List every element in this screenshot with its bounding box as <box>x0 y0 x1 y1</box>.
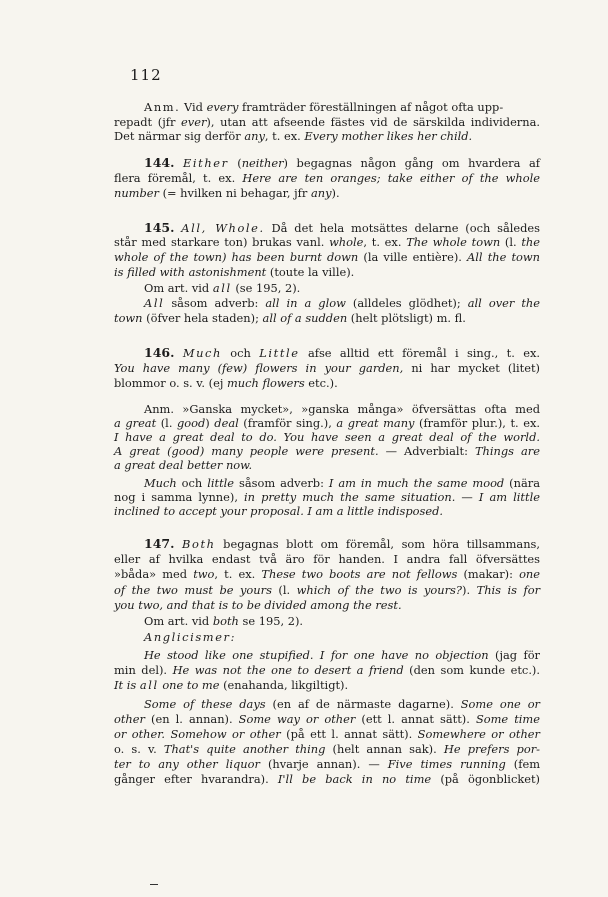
text-segment: is filled with astonishment <box>114 265 267 279</box>
text-segment: Much <box>182 346 222 360</box>
text-segment: afse alltid ett föremål i sing., t. ex. <box>299 346 540 360</box>
text-segment: (framför plur.), t. ex. <box>414 416 540 430</box>
text-line <box>114 476 540 490</box>
text-segment: (på ett l. annat sätt). <box>280 727 418 741</box>
text-segment: (jag för <box>488 648 540 662</box>
text-segment: eller af hvilka endast två äro för handen. I andra fall öfversättes <box>114 552 540 566</box>
text-segment: (= hvilken ni behagar, jfr <box>158 186 311 200</box>
text-segment: a great many <box>336 416 415 430</box>
text-segment: Om art. vid <box>144 281 213 295</box>
text-segment: , t. ex. <box>214 567 262 581</box>
text-segment: all over the <box>467 296 540 310</box>
text-line <box>114 402 540 416</box>
text-segment: (på ögonblicket) <box>431 772 540 786</box>
text-segment: all in a glow <box>265 296 346 310</box>
text-segment: Anm. »Ganska mycket», »ganska många» öfversättas ofta med <box>144 402 540 416</box>
text-segment: ) <box>205 416 215 430</box>
text-line <box>114 361 540 375</box>
text-line <box>114 727 540 741</box>
text-segment: (framför sing.), <box>238 416 337 430</box>
text-segment: I'll be back in no time <box>277 772 432 786</box>
text-segment: inclined to accept your proposal. I am a little indisposed. <box>114 504 444 518</box>
text-segment: much flowers <box>226 376 305 390</box>
text-segment: , t. ex. <box>363 235 407 249</box>
text-line <box>114 129 540 143</box>
text-line <box>114 311 540 325</box>
text-segment: I have a great deal to do. You have seen a great deal of the world. <box>114 430 540 444</box>
text-segment: whole of the town) has been burnt down <box>114 250 359 264</box>
text-segment: ( <box>228 156 242 170</box>
text-segment: ni har mycket (litet) <box>403 361 540 375</box>
text-segment: (helt annan sak). <box>325 742 444 756</box>
text-line <box>114 171 540 185</box>
text-segment: (ett l. annat sätt). <box>355 712 476 726</box>
text-segment: o. s. v. <box>114 742 164 756</box>
text-segment: little <box>207 476 235 490</box>
text-segment: the <box>521 235 540 249</box>
text-segment: ). <box>331 186 340 200</box>
text-segment: (helt plötsligt) m. fl. <box>347 311 466 325</box>
text-segment: (en af de närmaste dagarne). <box>265 697 461 711</box>
text-segment: Little <box>259 346 300 360</box>
text-segment: och <box>176 476 208 490</box>
text-segment: (den som kunde etc.). <box>403 663 541 677</box>
text-segment: any <box>244 129 265 143</box>
text-line <box>114 583 540 597</box>
text-segment: a great deal better now. <box>114 458 253 472</box>
text-segment: whole <box>329 235 364 249</box>
text-segment: Somewhere or other <box>417 727 540 741</box>
text-line <box>114 430 540 444</box>
text-line <box>114 265 540 279</box>
text-line <box>114 186 540 200</box>
text-segment: (alldeles glödhet); <box>345 296 468 310</box>
text-segment: All the town <box>467 250 540 264</box>
text-segment <box>174 346 182 360</box>
text-line <box>114 614 540 628</box>
text-segment: såsom adverb: <box>164 296 266 310</box>
text-segment: neither <box>241 156 284 170</box>
text-segment: (fem <box>505 757 541 771</box>
text-segment: Some time <box>475 712 540 726</box>
text-segment: (makar): <box>457 567 520 581</box>
text-segment: town <box>114 311 143 325</box>
text-segment: He was not the one to desert a friend <box>172 663 404 677</box>
printer-mark <box>150 884 158 885</box>
text-line <box>114 757 540 771</box>
text-segment: (öfver hela staden); <box>142 311 263 325</box>
text-segment: You have many (few) flowers in your garden, <box>114 361 404 375</box>
text-line <box>114 537 540 551</box>
text-segment: (enahanda, likgiltigt). <box>219 678 349 692</box>
text-line <box>114 100 540 114</box>
text-line <box>114 235 540 249</box>
text-segment <box>174 156 183 170</box>
section-number: 145. <box>144 220 175 235</box>
text-segment: såsom adverb: <box>234 476 329 490</box>
text-segment: all of a sudden <box>262 311 348 325</box>
text-line <box>114 552 540 566</box>
text-segment: Anglicismer: <box>144 630 237 644</box>
text-segment: Det närmar sig derför <box>114 129 245 143</box>
text-segment: etc.). <box>304 376 338 390</box>
text-segment: He prefers por- <box>443 742 541 756</box>
text-segment: »båda» med <box>114 567 194 581</box>
text-segment: framträder föreställningen af något ofta upp- <box>238 100 504 114</box>
text-line <box>114 458 540 472</box>
text-segment: (l. <box>271 583 297 597</box>
text-segment: I am little <box>478 490 540 504</box>
text-segment: (en l. annan). <box>144 712 239 726</box>
text-line <box>114 567 540 581</box>
text-line <box>114 346 540 360</box>
text-segment: (la ville entière). <box>358 250 468 264</box>
text-segment: you two, and that is to be divided among the rest. <box>114 598 402 612</box>
text-line <box>114 376 540 390</box>
text-segment: all <box>139 678 159 692</box>
text-segment: I am in much the same mood <box>328 476 505 490</box>
text-segment: deal <box>214 416 239 430</box>
text-segment: one to me <box>158 678 220 692</box>
text-segment: That's quite another thing <box>163 742 326 756</box>
text-segment: ) begagnas någon gång om hvardera af <box>283 156 540 170</box>
text-segment: ter to any other liquor <box>114 757 260 771</box>
text-segment: Some way or other <box>238 712 356 726</box>
text-segment: one <box>519 567 541 581</box>
text-segment: står med starkare ton) brukas vanl. <box>114 235 330 249</box>
text-line <box>114 742 540 756</box>
text-segment: Both <box>182 537 216 551</box>
text-segment: ). <box>462 583 477 597</box>
text-line <box>114 598 540 612</box>
section-number: 147. <box>144 536 175 551</box>
text-segment: all <box>212 281 232 295</box>
text-segment: ), utan att afseende fästes vid de särskilda individerna. <box>206 115 540 129</box>
text-segment <box>174 537 182 551</box>
text-segment: both <box>212 614 239 628</box>
text-segment: begagnas blott om föremål, som höra tillsammans, <box>215 537 540 551</box>
text-line <box>114 663 540 677</box>
text-segment: The whole town <box>406 235 501 249</box>
text-segment: All <box>144 296 165 310</box>
text-segment: repadt (jfr <box>114 115 182 129</box>
text-segment: Much <box>144 476 177 490</box>
text-segment: — Adverbialt: <box>378 444 475 458</box>
text-segment: min del). <box>114 663 173 677</box>
section-number: 144. <box>144 155 175 170</box>
text-segment: All, Whole. <box>181 221 265 235</box>
text-line <box>114 281 540 295</box>
text-segment: (nära <box>504 476 540 490</box>
text-segment: This is for <box>476 583 541 597</box>
text-segment: flera föremål, t. ex. <box>114 171 243 185</box>
text-segment: nog i samma lynne), <box>114 490 245 504</box>
section-number: 146. <box>144 345 175 360</box>
text-line <box>114 772 540 786</box>
text-segment: Om art. vid <box>144 614 213 628</box>
text-line <box>114 156 540 170</box>
text-segment: good <box>176 416 206 430</box>
text-line <box>114 250 540 264</box>
text-segment: in pretty much the same situation. <box>244 490 456 504</box>
text-line <box>114 648 540 662</box>
text-line <box>114 221 540 235</box>
text-segment: or other. Somehow or other <box>114 727 281 741</box>
text-segment: a great <box>114 416 157 430</box>
text-line <box>114 115 540 129</box>
text-line <box>114 444 540 458</box>
text-line <box>114 678 540 692</box>
text-segment: (se 195, 2). <box>231 281 301 295</box>
text-segment: Some one or <box>460 697 540 711</box>
text-segment: och <box>221 346 260 360</box>
text-segment: Things are <box>474 444 540 458</box>
text-segment: (toute la ville). <box>266 265 355 279</box>
text-segment: se 195, 2). <box>238 614 304 628</box>
text-segment: any <box>310 186 332 200</box>
text-segment: (hvarje annan). — <box>259 757 388 771</box>
text-segment: Five times running <box>387 757 506 771</box>
text-segment: Every mother likes her child. <box>304 129 473 143</box>
text-segment: blommor o. s. v. (ej <box>114 376 227 390</box>
text-segment: Då det hela motsättes delarne (och således <box>264 221 540 235</box>
text-segment: Here are ten oranges; take either of the whole <box>242 171 540 185</box>
text-segment: He stood like one stupified. I for one have no objection <box>144 648 489 662</box>
text-line <box>114 697 540 711</box>
text-segment: A great (good) many people were present. <box>114 444 379 458</box>
text-segment: number <box>114 186 159 200</box>
text-line <box>114 416 540 430</box>
text-line <box>114 630 540 644</box>
text-segment: , t. ex. <box>264 129 305 143</box>
text-segment: gånger efter hvarandra). <box>114 772 278 786</box>
text-segment: which of the two is yours? <box>296 583 463 597</box>
text-segment: (l. <box>500 235 522 249</box>
page-number: 112 <box>130 66 162 84</box>
text-segment: every <box>206 100 239 114</box>
text-segment: These two boots are not fellows <box>261 567 458 581</box>
text-segment: Anm. <box>144 100 181 114</box>
text-segment: Either <box>183 156 229 170</box>
text-segment: Some of these days <box>144 697 266 711</box>
text-segment: (l. <box>156 416 177 430</box>
text-segment: of the two must be yours <box>114 583 272 597</box>
text-segment: Vid <box>180 100 207 114</box>
text-segment: — <box>455 490 479 504</box>
text-line <box>114 296 540 310</box>
text-line <box>114 490 540 504</box>
text-segment: two <box>193 567 215 581</box>
text-line <box>114 712 540 726</box>
text-segment: other <box>114 712 145 726</box>
text-segment: It is <box>114 678 140 692</box>
text-line <box>114 504 540 518</box>
text-segment: ever <box>181 115 207 129</box>
